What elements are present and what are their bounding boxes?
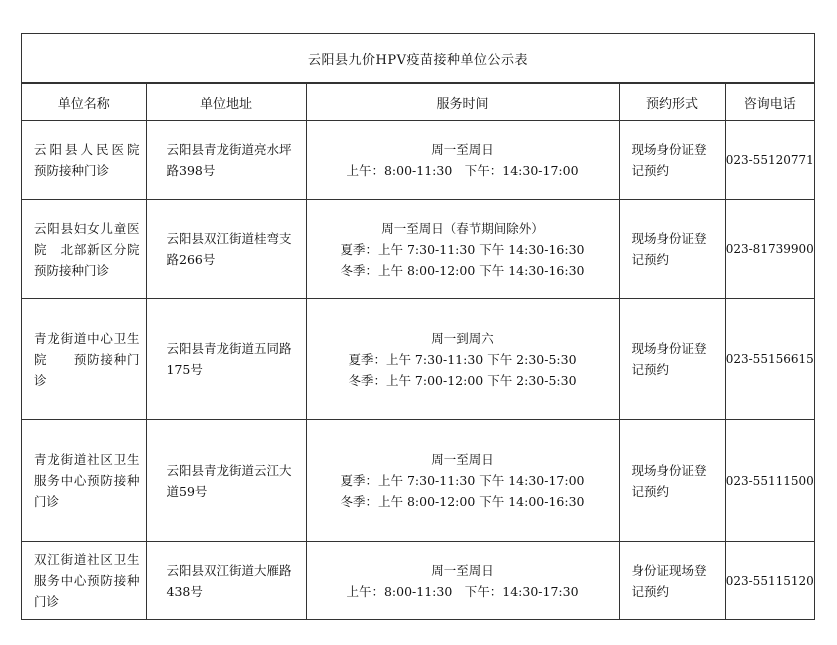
booking-method: 现场身份证登记预约 — [619, 420, 725, 542]
table-row — [22, 542, 814, 620]
unit-address: 云阳县青龙街道云江大道59号 — [146, 420, 306, 542]
hours-line: 冬季：上午 7:00-12:00 下午 2:30-5:30 — [348, 372, 577, 388]
phone-number: 023-55120771 — [725, 121, 814, 200]
unit-name: 双江街道社区卫生服务中心预防接种门诊 — [22, 542, 146, 620]
hours-line: 上午：8:00-11:30 下午：14:30-17:00 — [346, 163, 579, 178]
header-address: 单位地址 — [146, 84, 306, 121]
header-phone: 咨询电话 — [725, 84, 814, 121]
service-hours — [306, 420, 619, 542]
phone-number: 023-55115120 — [725, 542, 814, 620]
unit-name: 青龙街道中心卫生院 预防接种门诊 — [22, 299, 146, 420]
service-hours — [306, 542, 619, 620]
hours-line: 夏季：上午 7:30-11:30 下午 2:30-5:30 — [348, 351, 577, 367]
unit-name: 云阳县妇女儿童医院 北部新区分院预防接种门诊 — [22, 200, 146, 299]
service-hours — [306, 200, 619, 299]
hours-line: 上午：8:00-11:30 下午：14:30-17:30 — [346, 583, 579, 599]
hours-line: 周一至周日 — [431, 562, 494, 578]
unit-address: 云阳县双江街道大雁路438号 — [146, 542, 306, 620]
table-row — [22, 200, 814, 299]
vaccination-unit-table-sheet — [21, 33, 815, 620]
unit-table — [22, 83, 814, 620]
hours-line: 冬季：上午 8:00-12:00 下午 14:30-16:30 — [340, 262, 585, 278]
unit-name: 青龙街道社区卫生服务中心预防接种门诊 — [22, 420, 146, 542]
hours-line: 周一至周日 — [431, 142, 494, 157]
service-hours — [306, 299, 619, 420]
unit-name: 云阳县人民医院 预防接种门诊 — [22, 121, 146, 200]
service-hours — [306, 121, 619, 200]
header-row — [22, 84, 814, 121]
booking-method: 现场身份证登记预约 — [619, 200, 725, 299]
unit-address: 云阳县青龙街道五同路175号 — [146, 299, 306, 420]
table-row — [22, 420, 814, 542]
table-row — [22, 299, 814, 420]
phone-number: 023-81739900 — [725, 200, 814, 299]
header-booking: 预约形式 — [619, 84, 725, 121]
hours-line: 冬季：上午 8:00-12:00 下午 14:00-16:30 — [340, 494, 585, 509]
hours-line: 周一至周日（春节期间除外） — [381, 220, 544, 236]
hours-line: 夏季：上午 7:30-11:30 下午 14:30-16:30 — [340, 241, 585, 257]
unit-address: 云阳县青龙街道亮水坪路398号 — [146, 121, 306, 200]
phone-number: 023-55156615 — [725, 299, 814, 420]
phone-number: 023-55111500 — [725, 420, 814, 542]
booking-method: 现场身份证登记预约 — [619, 299, 725, 420]
booking-method: 现场身份证登记预约 — [619, 121, 725, 200]
booking-method: 身份证现场登记预约 — [619, 542, 725, 620]
table-title: 云阳县九价HPV疫苗接种单位公示表 — [22, 34, 814, 83]
hours-line: 周一到周六 — [431, 330, 494, 346]
header-hours: 服务时间 — [306, 84, 619, 121]
hours-line: 夏季：上午 7:30-11:30 下午 14:30-17:00 — [340, 473, 585, 488]
table-row — [22, 121, 814, 200]
hours-line: 周一至周日 — [431, 452, 494, 467]
unit-address: 云阳县双江街道桂弯支路266号 — [146, 200, 306, 299]
header-name: 单位名称 — [22, 84, 146, 121]
